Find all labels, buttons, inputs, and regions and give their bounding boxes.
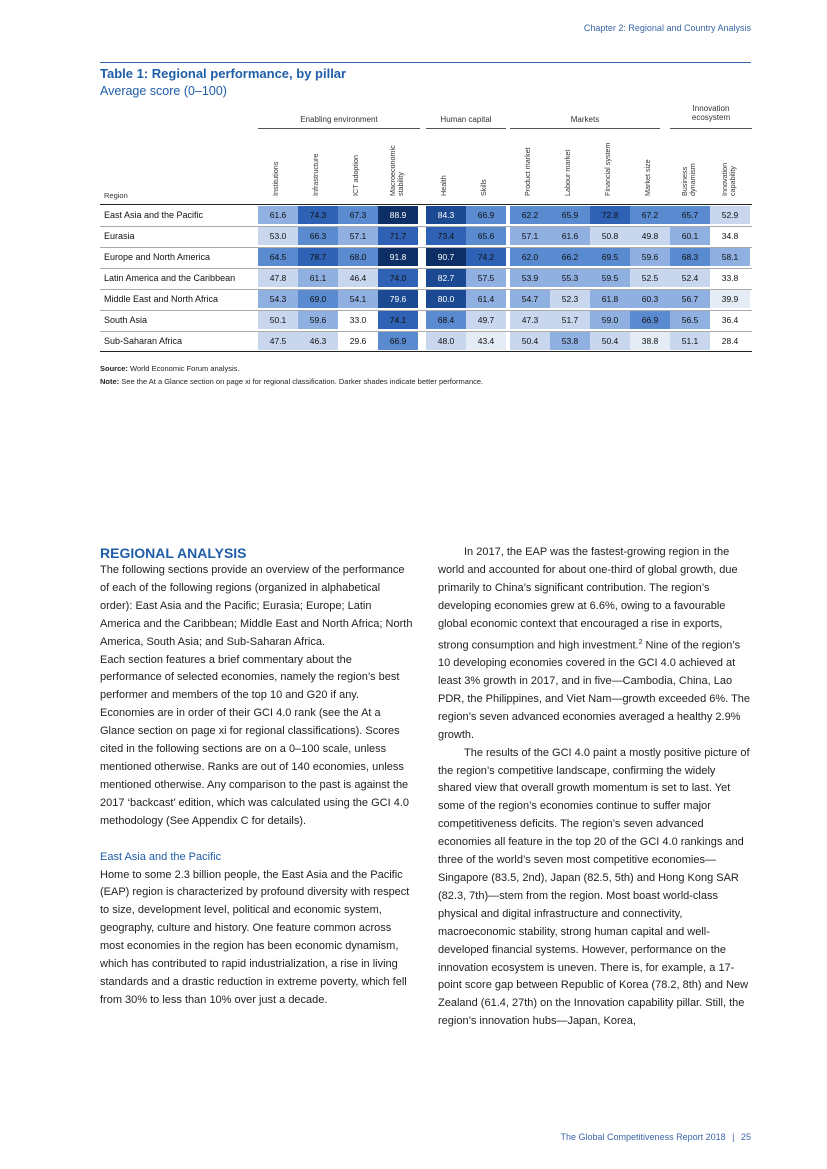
table-cell: 90.7 xyxy=(426,248,466,266)
column-header xyxy=(480,116,492,196)
column-header xyxy=(352,116,364,196)
table-cell: 53.8 xyxy=(550,332,590,350)
column-header xyxy=(440,116,452,196)
column-header-line: Product market xyxy=(523,147,532,196)
table-cell: 55.3 xyxy=(550,269,590,287)
table-cell: 61.8 xyxy=(590,290,630,308)
column-header-line: Market size xyxy=(643,159,652,196)
column-header-line: Labour market xyxy=(563,149,572,196)
column-header xyxy=(721,116,738,196)
table-cell: 67.3 xyxy=(338,206,378,224)
table-cell: 74.3 xyxy=(298,206,338,224)
table-cell: 88.9 xyxy=(378,206,418,224)
growth-text-a: In 2017, the EAP was the fastest-growing region in the world and accounted for about one-third of global growth, due primarily to China’s significant contribution. The region’s developing economies grew at 6.6%, owing to a favourable global economic context that encouraged a rise in exports, strong consumption and high investment. xyxy=(438,546,738,652)
table-cell: 69.0 xyxy=(298,290,338,308)
table-cell: 61.4 xyxy=(466,290,506,308)
table-cell: 54.1 xyxy=(338,290,378,308)
column-header-line: Health xyxy=(439,175,448,196)
column-header xyxy=(564,116,576,196)
table-cell: 69.5 xyxy=(590,248,630,266)
row-region-label: Europe and North America xyxy=(104,252,211,262)
row-region-label: South Asia xyxy=(104,315,148,325)
group-enabling-environment: Enabling environment xyxy=(300,115,378,124)
table-cell: 62.0 xyxy=(510,248,550,266)
table-cell: 52.5 xyxy=(630,269,670,287)
footer-report: The Global Competitiveness Report 2018 xyxy=(560,1132,726,1142)
table-cell: 53.0 xyxy=(258,227,298,245)
row-region-label: Middle East and North Africa xyxy=(104,294,219,304)
table-cell: 59.6 xyxy=(298,311,338,329)
table-cell: 66.9 xyxy=(630,311,670,329)
table-cell: 74.2 xyxy=(466,248,506,266)
table-source xyxy=(100,364,240,373)
row-region-label: East Asia and the Pacific xyxy=(104,210,204,220)
table-cell: 52.4 xyxy=(670,269,710,287)
column-header-line: Macroeconomic xyxy=(388,145,397,196)
right-column xyxy=(438,544,752,1031)
group-innovation-line1: Innovation xyxy=(692,104,730,113)
table-cell: 59.0 xyxy=(590,311,630,329)
table-cell: 66.9 xyxy=(466,206,506,224)
table-cell: 64.5 xyxy=(258,248,298,266)
source-text: World Economic Forum analysis. xyxy=(130,364,240,373)
table-cell: 57.1 xyxy=(338,227,378,245)
row-region-label: Latin America and the Caribbean xyxy=(104,273,236,283)
table-cell: 84.3 xyxy=(426,206,466,224)
table-cell: 34.8 xyxy=(710,227,750,245)
growth-paragraph xyxy=(438,544,752,745)
table-cell: 28.4 xyxy=(710,332,750,350)
eap-paragraph: Home to some 2.3 billion people, the East Asia and the Pacific (EAP) region is characterized by profound diversity with respect to size, development level, political and economic system, geography, culture and history. One feature common across most economies in the region has been economic dynamism, which has contributed to rapid industrialization, a rise in living standards and a drastic reduction in extreme poverty, which fell from 30% to less than 10% over just a decade. xyxy=(100,868,410,1006)
table-cell: 58.1 xyxy=(710,248,750,266)
header-rule xyxy=(100,62,751,63)
table-cell: 47.8 xyxy=(258,269,298,287)
group-innovation-line2: ecosystem xyxy=(691,113,731,122)
table-cell: 47.3 xyxy=(510,311,550,329)
table-cell: 57.1 xyxy=(510,227,550,245)
note-label: Note: xyxy=(100,377,120,386)
column-header xyxy=(524,116,536,196)
column-header-line: stability xyxy=(396,172,405,196)
method-paragraph: Each section features a brief commentary about the performance of selected economies, namely the region’s best performer and members of the top 10 and G20 if any. Economies are in order of their GCI 4.0 rank (see the At a Glance section on page xi for regional classifications). Scores cited in the following sections are on a 0–100 scale, unless mentioned otherwise. Ranks are out of 140 economies, unless mentioned otherwise. Any comparison to the past is against the 2017 ‘backcast’ edition, which was calculated using the GCI 4.0 methodology (See Appendix C for details). xyxy=(100,653,409,827)
region-column-header: Region xyxy=(104,191,128,200)
table-cell: 68.0 xyxy=(338,248,378,266)
note-text: See the At a Glance section on page xi for regional classification. Darker shades indicate better performance. xyxy=(121,377,484,386)
table-cell: 68.4 xyxy=(426,311,466,329)
table-cell: 52.3 xyxy=(550,290,590,308)
table-cell: 57.5 xyxy=(466,269,506,287)
table-cell: 29.6 xyxy=(338,332,378,350)
group-rule xyxy=(426,128,506,129)
table-cell: 60.1 xyxy=(670,227,710,245)
table-cell: 66.2 xyxy=(550,248,590,266)
table-cell: 50.8 xyxy=(590,227,630,245)
table-cell: 50.4 xyxy=(590,332,630,350)
table-cell: 61.1 xyxy=(298,269,338,287)
table-cell: 65.7 xyxy=(670,206,710,224)
table-cell: 71.7 xyxy=(378,227,418,245)
results-paragraph: The results of the GCI 4.0 paint a mostly positive picture of the region’s competitive landscape, confirming the widely shared view that overall growth momentum is set to last. Yet some of the region’s economies continue to suffer major competitiveness deficits. The region’s seven advanced economies all feature in the top 20 of the GCI 4.0 rankings and three of the world’s seven most competitive economies—Singapore (83.5, 2nd), Japan (82.5, 5th) and Hong Kong SAR (82.3, 7th)—stem from the region. Most boast world-class physical and digital infrastructure and connectivity, macroeconomic stability, strong human capital and well-developed financial systems. However, performance on the innovation ecosystem is uneven. There is, for example, a 17-point score gap between Republic of Korea (78.2, 8th) and New Zealand (61.4, 27th) on the Innovation capability pillar. Still, the region’s innovation hubs—Japan, Korea, xyxy=(438,746,750,1028)
subsection-heading: East Asia and the Pacific xyxy=(100,850,222,863)
table-cell: 91.8 xyxy=(378,248,418,266)
column-header xyxy=(272,116,284,196)
column-header-line: Infrastructure xyxy=(311,153,320,196)
table-cell: 51.7 xyxy=(550,311,590,329)
table-cell: 36.4 xyxy=(710,311,750,329)
column-header-line: dynamism xyxy=(688,163,697,196)
left-column xyxy=(100,544,414,1010)
table-note xyxy=(100,377,483,386)
table-bottom-rule xyxy=(100,351,752,352)
table-cell: 62.2 xyxy=(510,206,550,224)
table-cell: 33.0 xyxy=(338,311,378,329)
column-header-line: Business xyxy=(680,166,689,196)
column-header xyxy=(312,116,324,196)
table-cell: 56.5 xyxy=(670,311,710,329)
footer-separator: | xyxy=(732,1132,735,1142)
table-cell: 49.7 xyxy=(466,311,506,329)
table-cell: 59.6 xyxy=(630,248,670,266)
table-cell: 61.6 xyxy=(550,227,590,245)
table-cell: 78.7 xyxy=(298,248,338,266)
table-cell: 79.6 xyxy=(378,290,418,308)
footer-page-number: 25 xyxy=(740,1132,751,1142)
table-cell: 72.8 xyxy=(590,206,630,224)
column-header-line: Skills xyxy=(479,179,488,196)
table-cell: 50.1 xyxy=(258,311,298,329)
table-cell: 50.4 xyxy=(510,332,550,350)
table-cell: 53.9 xyxy=(510,269,550,287)
footer xyxy=(561,1132,751,1142)
column-header-line: Institutions xyxy=(271,161,280,196)
table-cell: 47.5 xyxy=(258,332,298,350)
table-cell: 67.2 xyxy=(630,206,670,224)
table-cell: 68.3 xyxy=(670,248,710,266)
running-head: Chapter 2: Regional and Country Analysis xyxy=(583,23,751,33)
intro-paragraph: The following sections provide an overview of the performance of each of the following regions (organized in alphabetical order): East Asia and the Pacific; Eurasia; Europe; Latin America and the Caribbean; Middle East and North Africa; North America, South Asia; and Sub-Saharan Africa. xyxy=(100,564,413,648)
table-cell: 60.3 xyxy=(630,290,670,308)
section-heading: REGIONAL ANALYSIS xyxy=(100,545,247,561)
column-header-line: capability xyxy=(728,166,737,196)
table-cell: 48.0 xyxy=(426,332,466,350)
table-cell: 43.4 xyxy=(466,332,506,350)
table-cell: 61.6 xyxy=(258,206,298,224)
table-cell: 74.1 xyxy=(378,311,418,329)
table-cell: 65.6 xyxy=(466,227,506,245)
table-cell: 52.9 xyxy=(710,206,750,224)
group-human-capital: Human capital xyxy=(440,115,492,124)
table-cell: 39.9 xyxy=(710,290,750,308)
row-region-label: Sub-Saharan Africa xyxy=(104,336,183,346)
table-cell: 46.3 xyxy=(298,332,338,350)
table-cell: 38.8 xyxy=(630,332,670,350)
table-cell: 56.7 xyxy=(670,290,710,308)
column-header xyxy=(644,116,656,196)
table-cell: 74.0 xyxy=(378,269,418,287)
source-label: Source: xyxy=(100,364,128,373)
table-cell: 51.1 xyxy=(670,332,710,350)
table-cell: 80.0 xyxy=(426,290,466,308)
table-cell: 46.4 xyxy=(338,269,378,287)
footnote-ref: 2 xyxy=(638,638,643,646)
column-header-line: ICT adoption xyxy=(351,154,360,196)
group-markets: Markets xyxy=(570,115,600,124)
growth-text-b: Nine of the region’s 10 developing economies covered in the GCI 4.0 achieved at least 3% growth in 2017, and in five—Cambodia, China, Lao PDR, the Philippines, and Viet Nam—growth exceeded 6%. The region’s seven advanced economies averaged a healthy 2.9% growth. xyxy=(438,639,751,741)
table-cell: 49.8 xyxy=(630,227,670,245)
table-cell: 73.4 xyxy=(426,227,466,245)
row-region-label: Eurasia xyxy=(104,231,135,241)
column-header xyxy=(681,116,698,196)
table-cell: 65.9 xyxy=(550,206,590,224)
table-cell: 66.3 xyxy=(298,227,338,245)
table-subtitle: Average score (0–100) xyxy=(100,84,227,98)
column-header-line: Innovation xyxy=(720,162,729,196)
table-cell: 82.7 xyxy=(426,269,466,287)
column-header xyxy=(389,116,406,196)
table-title: Table 1: Regional performance, by pillar xyxy=(100,66,347,81)
table-cell: 33.8 xyxy=(710,269,750,287)
table-cell: 66.9 xyxy=(378,332,418,350)
table-cell: 59.5 xyxy=(590,269,630,287)
column-header-line: Financial system xyxy=(603,142,612,196)
column-header xyxy=(604,116,616,196)
table-cell: 54.7 xyxy=(510,290,550,308)
table-cell: 54.3 xyxy=(258,290,298,308)
